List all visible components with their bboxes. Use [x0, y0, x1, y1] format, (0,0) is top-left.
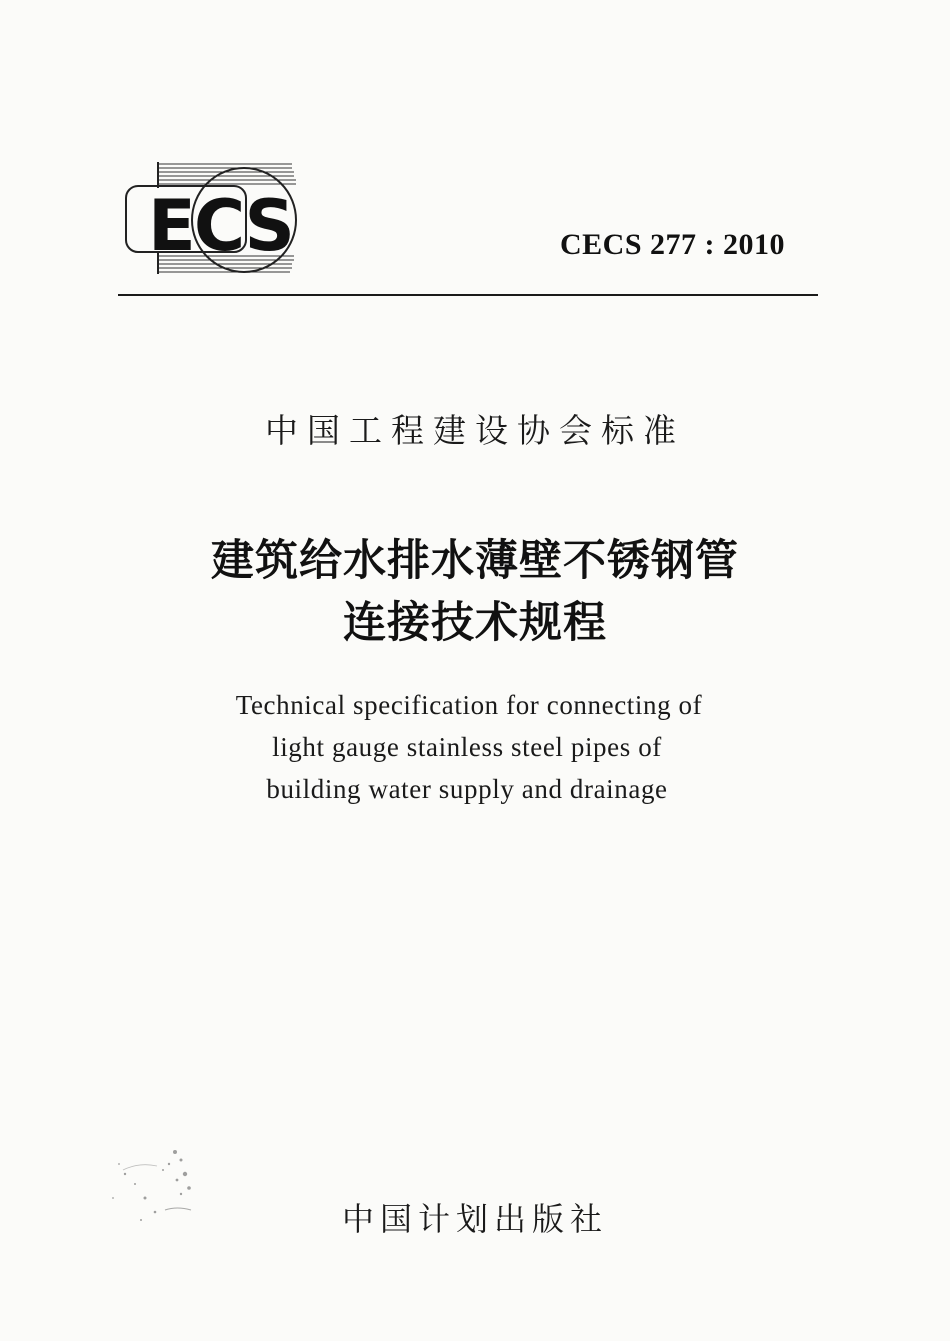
ecs-logo-icon	[122, 158, 322, 280]
title-en-line-2: light gauge stainless steel pipes of	[272, 732, 662, 762]
title-en-line-3: building water supply and drainage	[266, 774, 668, 804]
standard-code: CECS 277 : 2010	[559, 228, 785, 261]
title-cn-line-2: 连接技术规程	[343, 598, 607, 648]
header-divider	[118, 294, 818, 296]
publisher-name: 中国计划出版社	[341, 1200, 608, 1238]
association-name: 中国工程建设协会标准	[265, 411, 685, 450]
title-en-line-1: Technical specification for connecting of	[235, 690, 703, 720]
logo-letters: ECS	[148, 185, 293, 267]
title-cn-line-1: 建筑给水排水薄壁不锈钢管	[211, 536, 739, 586]
